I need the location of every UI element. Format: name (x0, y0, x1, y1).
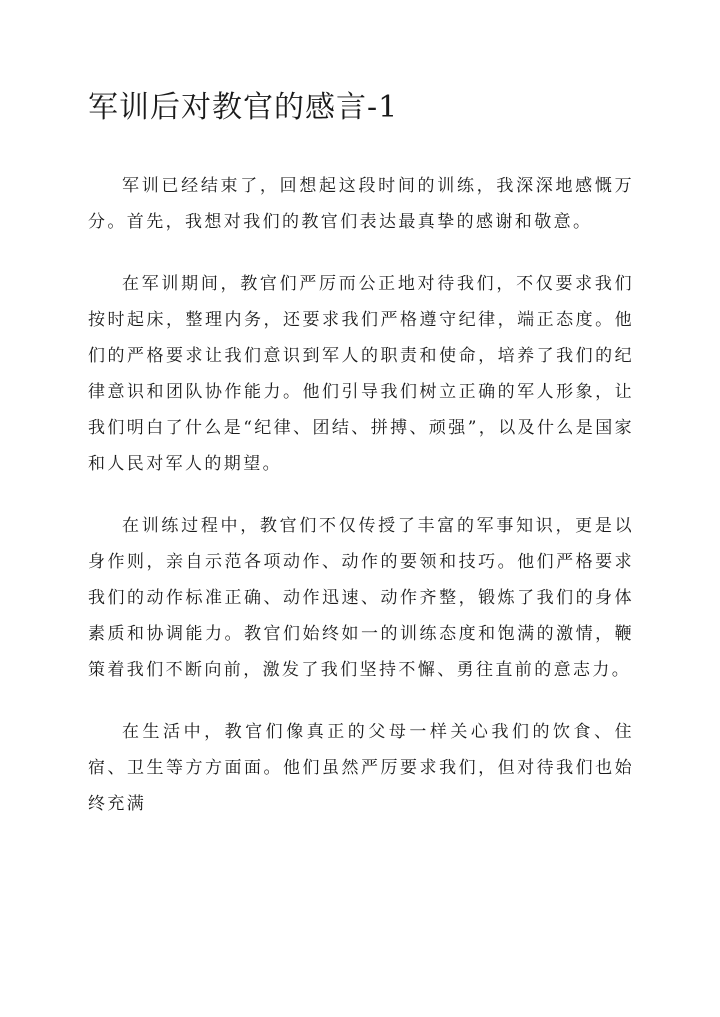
document-body (88, 168, 634, 848)
paragraph-4: 在生活中，教官们像真正的父母一样关心我们的饮食、住宿、卫生等方方面面。他们虽然严厉要求我们，但对待我们也始终充满 (88, 722, 634, 814)
paragraph-2: 在军训期间，教官们严厉而公正地对待我们，不仅要求我们按时起床，整理内务，还要求我们严格遵守纪律，端正态度。他们的严格要求让我们意识到军人的职责和使命，培养了我们的纪律意识和团队协作能力。他们引导我们树立正确的军人形象，让我们明白了什么是“纪律、团结、拼搏、顽强”，以及什么是国家和人民对军人的期望。 (88, 274, 634, 474)
paragraph-3: 在训练过程中，教官们不仅传授了丰富的军事知识，更是以身作则，亲自示范各项动作、动作的要领和技巧。他们严格要求我们的动作标准正确、动作迅速、动作齐整，锻炼了我们的身体素质和协调能力。教官们始终如一的训练态度和饱满的激情，鞭策着我们不断向前，激发了我们坚持不懈、勇往直前的意志力。 (88, 516, 634, 680)
document-title: 军训后对教官的感言-1 (88, 90, 399, 125)
paragraph-1: 军训已经结束了，回想起这段时间的训练，我深深地感慨万分。首先，我想对我们的教官们表达最真挚的感谢和敬意。 (88, 176, 634, 232)
